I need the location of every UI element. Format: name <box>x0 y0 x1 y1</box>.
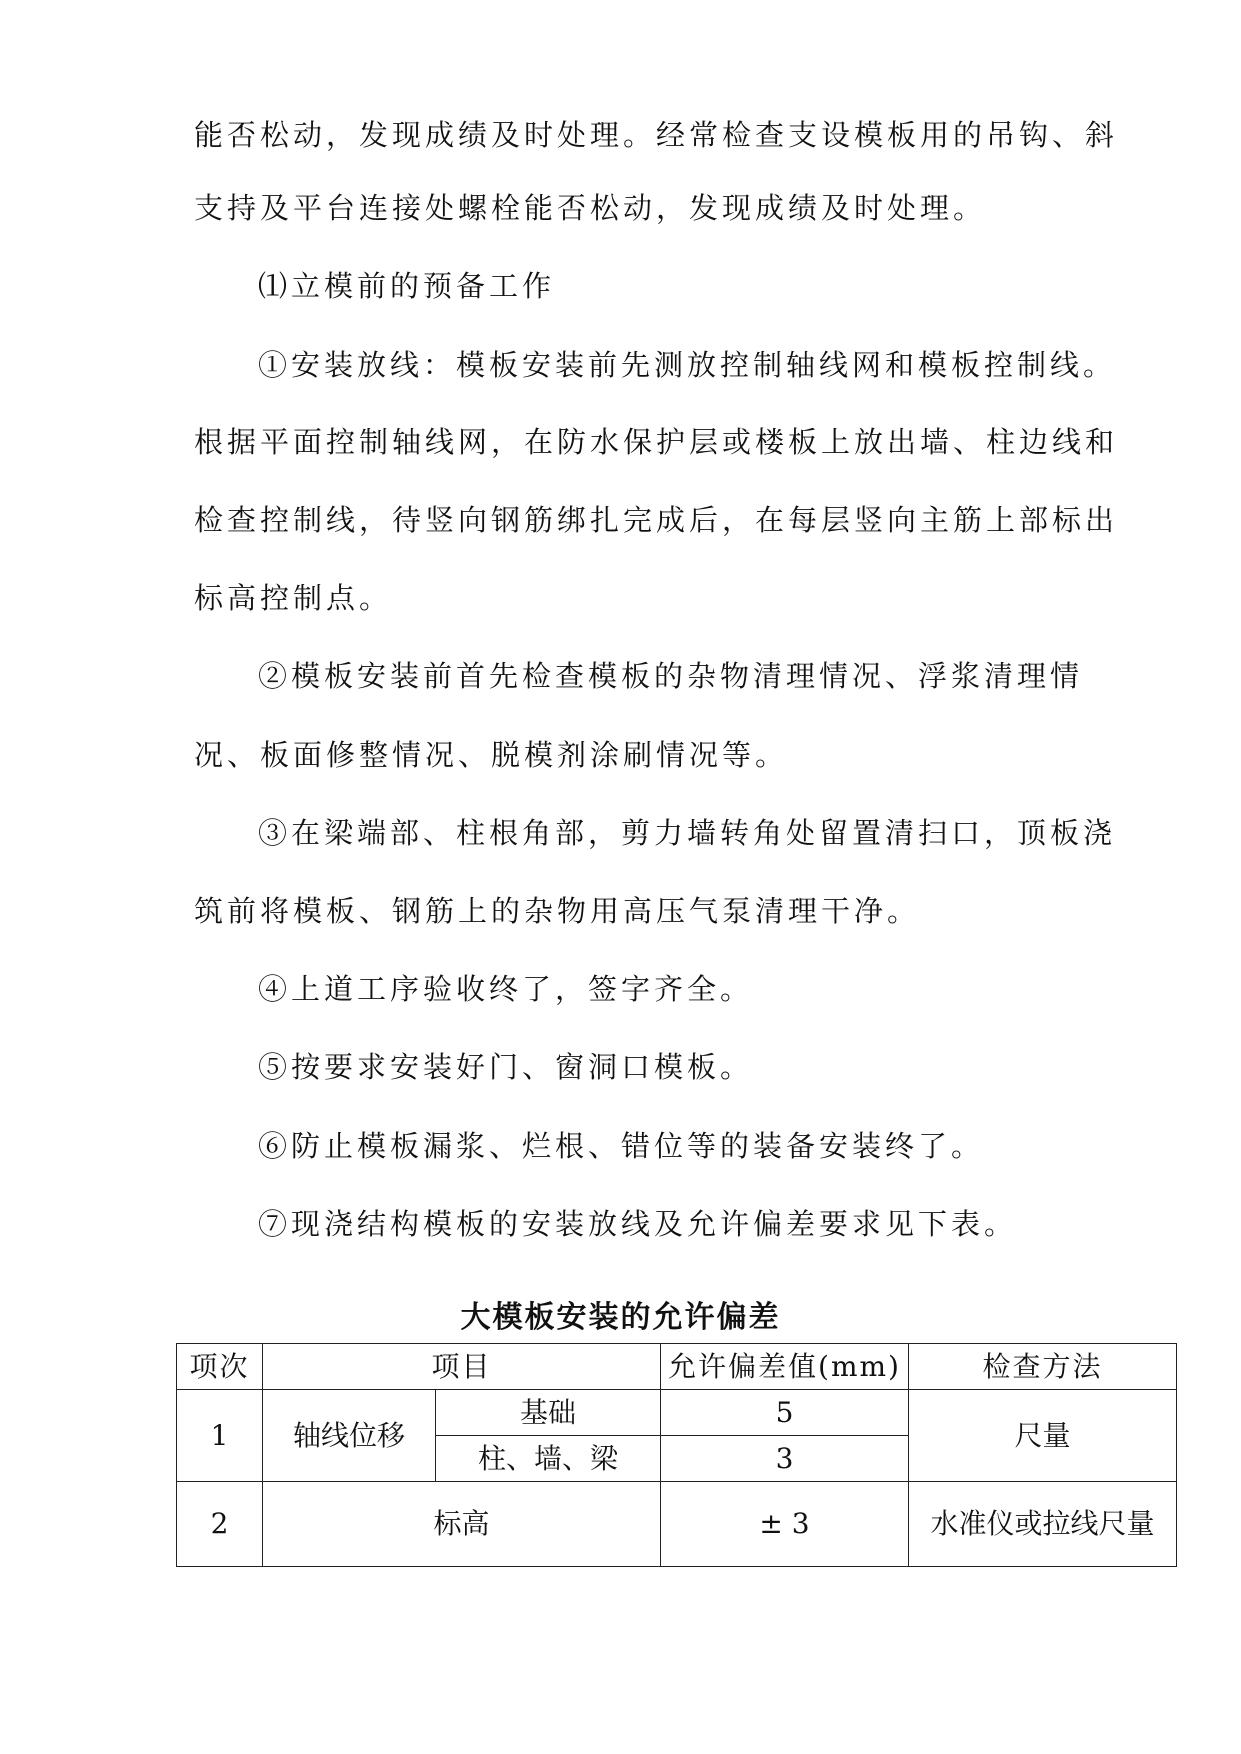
table-cell: 柱、墙、梁 <box>436 1436 661 1482</box>
table-cell: 轴线位移 <box>263 1390 436 1482</box>
header-cell: 允许偏差值(mm) <box>661 1344 909 1390</box>
table-cell: 尺量 <box>909 1390 1177 1482</box>
table-cell: ± 3 <box>661 1482 909 1567</box>
section-heading: ⑴立模前的预备工作 <box>258 269 556 303</box>
table-cell: 3 <box>661 1436 909 1482</box>
paragraph-line: ⑤按要求安装好门、窗洞口模板。 <box>258 1050 754 1084</box>
paragraph-line: 根据平面控制轴线网，在防水保护层或楼板上放出墙、柱边线和 <box>194 425 1119 459</box>
table-row <box>177 1390 1177 1436</box>
table-row <box>177 1482 1177 1567</box>
paragraph-line: ③在梁端部、柱根角部，剪力墙转角处留置清扫口，顶板浇 <box>258 816 1117 850</box>
header-cell: 项次 <box>177 1344 263 1390</box>
header-cell: 检查方法 <box>909 1344 1177 1390</box>
table-caption: 大模板安装的允许偏差 <box>460 1300 781 1335</box>
table-cell: 2 <box>177 1482 263 1567</box>
table-header-row <box>177 1344 1177 1390</box>
paragraph-line: 况、板面修整情况、脱模剂涂刷情况等。 <box>194 738 789 772</box>
paragraph-line: ④上道工序验收终了，签字齐全。 <box>258 972 754 1006</box>
paragraph-line: ②模板安装前首先检查模板的杂物清理情况、浮浆清理情 <box>258 659 1084 693</box>
table-cell: 标高 <box>263 1482 661 1567</box>
paragraph-line: 筑前将模板、钢筋上的杂物用高压气泵清理干净。 <box>194 894 921 928</box>
paragraph-line: 标高控制点。 <box>194 581 393 615</box>
paragraph-line: ⑥防止模板漏浆、烂根、错位等的装备安装终了。 <box>258 1129 985 1163</box>
header-cell: 项目 <box>263 1344 661 1390</box>
tolerance-table <box>176 1343 1177 1567</box>
table-cell: 基础 <box>436 1390 661 1436</box>
table-cell: 1 <box>177 1390 263 1482</box>
table-cell: 5 <box>661 1390 909 1436</box>
table-cell: 水准仪或拉线尺量 <box>909 1482 1177 1567</box>
paragraph-line: ①安装放线：模板安装前先测放控制轴线网和模板控制线。 <box>258 348 1117 382</box>
paragraph-line: ⑦现浇结构模板的安装放线及允许偏差要求见下表。 <box>258 1207 1018 1241</box>
paragraph-line: 能否松动，发现成绩及时处理。经常检查支设模板用的吊钩、斜 <box>194 118 1119 152</box>
paragraph-line: 支持及平台连接处螺栓能否松动，发现成绩及时处理。 <box>194 191 987 225</box>
paragraph-line: 检查控制线，待竖向钢筋绑扎完成后，在每层竖向主筋上部标出 <box>194 503 1119 537</box>
